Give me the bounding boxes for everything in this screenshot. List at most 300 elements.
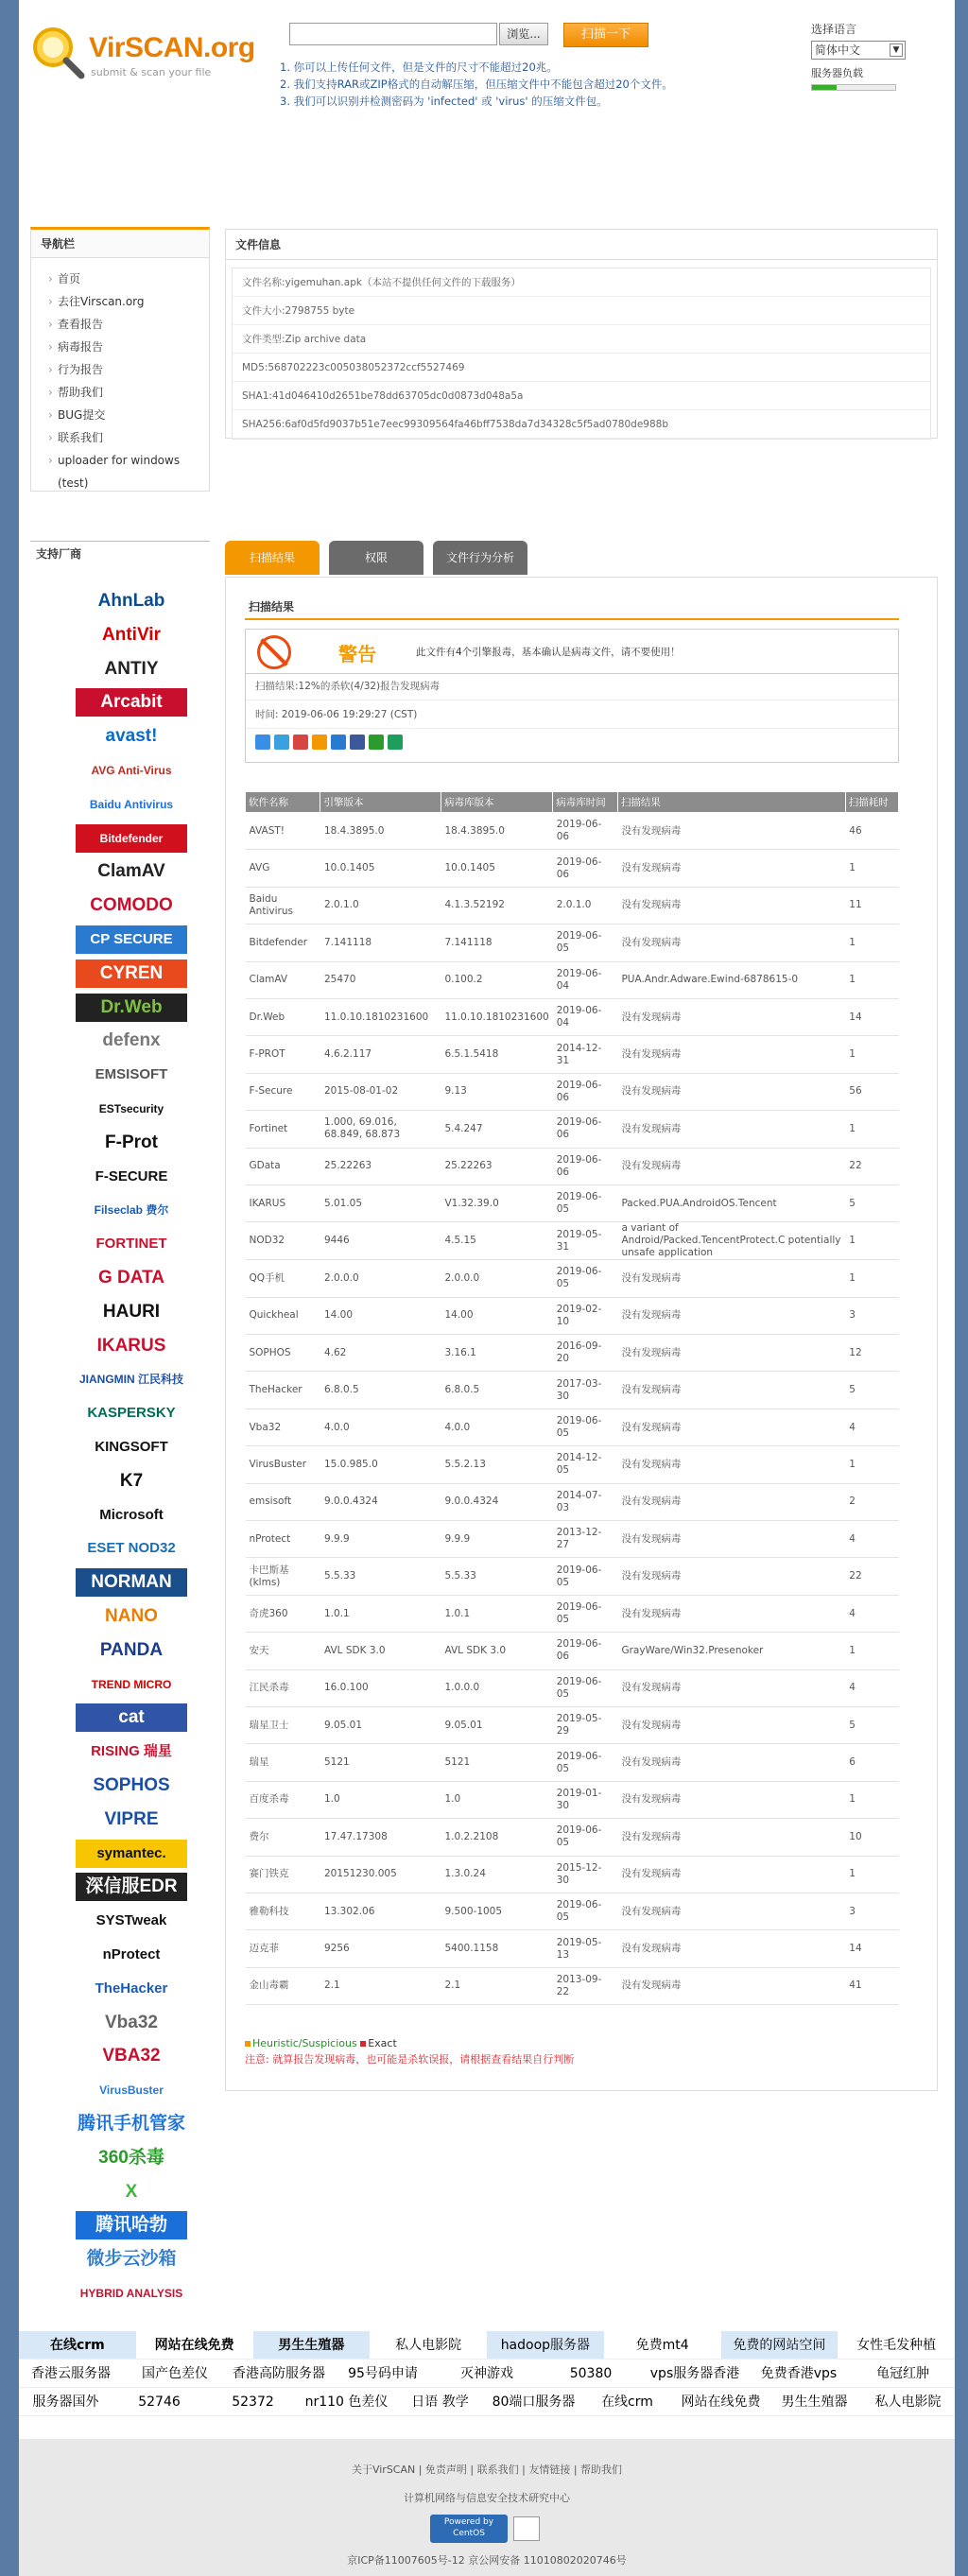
ad-link[interactable]: 服务器国外 — [32, 2394, 99, 2410]
ad-link[interactable]: hadoop服务器 — [487, 2331, 604, 2359]
legend-note: 注意: 就算报告发现病毒，也可能是杀软误报，请根据查看结果自行判断 — [245, 2053, 575, 2066]
vendor-logo[interactable]: symantec. — [76, 1840, 187, 1868]
table-row — [246, 1856, 899, 1893]
table-cell: 2019-06-04 — [553, 998, 618, 1035]
ad-link[interactable]: 网站在线免费 — [681, 2394, 761, 2410]
ad-link[interactable]: 灭神游戏 — [460, 2366, 513, 2381]
site-logo[interactable] — [30, 25, 257, 85]
vendor-logo[interactable]: Baidu Antivirus — [76, 790, 187, 819]
vendor-logo[interactable]: JIANGMIN 江民科技 — [76, 1365, 187, 1393]
table-row — [246, 1819, 899, 1856]
table-cell: Packed.PUA.AndroidOS.Tencent — [617, 1184, 845, 1221]
heuristic-marker-icon — [245, 2041, 251, 2047]
table-cell: 1 — [845, 1222, 898, 1260]
certification-icon[interactable] — [513, 2516, 540, 2541]
server-load-fill — [812, 85, 837, 90]
vendor-logo[interactable]: 腾讯哈勃 — [76, 2211, 187, 2239]
table-row — [246, 961, 899, 998]
exact-marker-icon — [360, 2041, 366, 2047]
table-cell: Bitdefender — [246, 925, 320, 961]
table-cell: emsisoft — [246, 1483, 320, 1520]
table-row — [246, 1409, 899, 1445]
table-cell: 1.0.2.2108 — [441, 1819, 552, 1856]
ad-link[interactable]: 私人电影院 — [874, 2394, 942, 2410]
vendor-logo[interactable]: Arcabit — [76, 688, 187, 717]
table-cell: 14.00 — [441, 1297, 552, 1334]
table-cell: 14.00 — [320, 1297, 441, 1334]
table-cell: 1 — [845, 850, 898, 887]
table-cell: 16.0.100 — [320, 1669, 441, 1706]
table-row — [246, 1036, 899, 1073]
file-info-panel — [225, 229, 938, 439]
vendor-logo[interactable]: KINGSOFT — [76, 1433, 187, 1461]
table-cell: ClamAV — [246, 961, 320, 998]
table-cell: 2014-12-05 — [553, 1446, 618, 1483]
table-cell: 5.5.2.13 — [441, 1446, 552, 1483]
ad-link[interactable]: 在线crm — [19, 2331, 136, 2359]
ad-link[interactable]: 女性毛发种植 — [856, 2338, 937, 2353]
table-cell: QQ手机 — [246, 1260, 320, 1297]
table-cell: 2019-06-05 — [553, 1260, 618, 1297]
table-cell: 1 — [845, 1111, 898, 1148]
vendor-logo[interactable]: AntiVir — [76, 621, 187, 649]
vendor-logo[interactable]: avast! — [76, 722, 187, 751]
table-cell: PUA.Andr.Adware.Ewind-6878615-0 — [617, 961, 845, 998]
nav-item[interactable]: › BUG提交 — [48, 404, 192, 426]
table-cell: 5121 — [441, 1744, 552, 1781]
table-cell: 没有发现病毒 — [617, 1595, 845, 1632]
ad-link[interactable]: 龟冠红肿 — [876, 2366, 929, 2381]
ad-link[interactable]: 男生生殖器 — [253, 2331, 371, 2359]
table-cell: 2019-06-05 — [553, 1558, 618, 1595]
table-cell: 没有发现病毒 — [617, 887, 845, 924]
file-info-row: 文件大小:2798755 byte — [233, 297, 930, 325]
table-cell: 4.5.15 — [441, 1222, 552, 1260]
column-header: 病毒库时间 — [553, 792, 618, 813]
table-cell: 2014-12-31 — [553, 1036, 618, 1073]
table-row — [246, 1111, 899, 1148]
file-info-row: 文件名称:yigemuhan.apk（本站不提供任何文件的下载服务） — [233, 268, 930, 297]
ad-link[interactable]: 香港云服务器 — [31, 2366, 111, 2381]
table-row — [246, 1706, 899, 1743]
table-cell: 4 — [845, 1595, 898, 1632]
table-cell: 没有发现病毒 — [617, 1669, 845, 1706]
table-cell: 41 — [845, 1967, 898, 2004]
table-cell: GData — [246, 1148, 320, 1184]
table-cell: 2019-06-06 — [553, 850, 618, 887]
table-cell: 9.0.0.4324 — [441, 1483, 552, 1520]
table-cell: 没有发现病毒 — [617, 1558, 845, 1595]
table-cell: 4 — [845, 1521, 898, 1558]
share-icon[interactable] — [331, 735, 346, 750]
table-cell: 4.62 — [320, 1335, 441, 1372]
warning-box — [245, 629, 899, 674]
table-row — [246, 1967, 899, 2004]
table-cell: 18.4.3895.0 — [441, 813, 552, 850]
table-cell: 没有发现病毒 — [617, 1148, 845, 1184]
column-header: 扫描耗时 — [845, 792, 898, 813]
table-cell: 5121 — [320, 1744, 441, 1781]
table-row — [246, 813, 899, 850]
table-row — [246, 1558, 899, 1595]
table-cell: 4 — [845, 1409, 898, 1445]
table-cell: 没有发现病毒 — [617, 1409, 845, 1445]
share-icon[interactable] — [369, 735, 384, 750]
table-cell: 没有发现病毒 — [617, 1819, 845, 1856]
share-icon[interactable] — [312, 735, 327, 750]
table-row — [246, 1372, 899, 1409]
vendor-title: 支持厂商 — [36, 547, 82, 561]
vendor-logo[interactable]: Filseclab 费尔 — [76, 1196, 187, 1224]
table-cell: 2019-06-05 — [553, 1595, 618, 1632]
table-cell: 没有发现病毒 — [617, 1073, 845, 1110]
table-cell: 5400.1158 — [441, 1930, 552, 1967]
table-cell: 费尔 — [246, 1819, 320, 1856]
vendor-logo[interactable]: ANTIY — [76, 655, 187, 683]
table-cell: 9.05.01 — [320, 1706, 441, 1743]
nav-item[interactable]: › 帮助我们 — [48, 381, 192, 404]
vendor-logo[interactable]: K7 — [76, 1467, 187, 1495]
upload-note: 1. 你可以上传任何文件，但是文件的尺寸不能超过20兆。 — [280, 61, 558, 74]
table-row — [246, 1446, 899, 1483]
table-cell: AVAST! — [246, 813, 320, 850]
vendor-logo[interactable]: COMODO — [76, 891, 187, 920]
table-cell: 2015-08-01-02 — [320, 1073, 441, 1110]
table-cell: 2013-09-22 — [553, 1967, 618, 2004]
nav-item[interactable]: › 查看报告 — [48, 313, 192, 336]
table-cell: 没有发现病毒 — [617, 1967, 845, 2004]
ad-link[interactable]: 国产色差仪 — [142, 2366, 208, 2381]
scan-summary-result: 扫描结果:12%的杀软(4/32)报告发现病毒 — [246, 672, 898, 700]
vendor-logo[interactable]: VBA32 — [76, 2042, 187, 2070]
vendor-logo[interactable]: AVG Anti-Virus — [76, 756, 187, 785]
table-cell: 14 — [845, 998, 898, 1035]
table-cell: 5 — [845, 1706, 898, 1743]
nav-list — [31, 258, 209, 504]
table-cell: 没有发现病毒 — [617, 1036, 845, 1073]
vendor-logo[interactable]: cat — [76, 1703, 187, 1732]
share-icon[interactable] — [388, 735, 403, 750]
vendor-logo[interactable]: Vba32 — [76, 2009, 187, 2037]
nav-item[interactable]: › uploader for windows (test) — [48, 449, 192, 494]
table-cell: 2019-01-30 — [553, 1781, 618, 1818]
table-cell: 2019-05-13 — [553, 1930, 618, 1967]
table-cell: F-Secure — [246, 1073, 320, 1110]
upload-note: 2. 我们支持RAR或ZIP格式的自动解压缩，但压缩文件中不能包含超过20个文件。 — [280, 78, 673, 91]
tab-1[interactable]: 权限 — [329, 541, 424, 575]
table-cell: 2019-06-05 — [553, 1819, 618, 1856]
column-header: 软件名称 — [246, 792, 320, 813]
ad-link[interactable]: 52746 — [138, 2394, 181, 2410]
vendor-logo[interactable]: CP SECURE — [76, 925, 187, 954]
table-cell: AVG — [246, 850, 320, 887]
vendor-logo[interactable]: CYREN — [76, 960, 187, 988]
table-cell: 4 — [845, 1669, 898, 1706]
vendor-logo[interactable]: 腾讯手机管家 — [76, 2110, 187, 2138]
table-cell: 2019-06-05 — [553, 1893, 618, 1929]
vendor-logo[interactable]: ClamAV — [76, 857, 187, 886]
table-cell: 2017-03-30 — [553, 1372, 618, 1409]
table-cell: 7.141118 — [441, 925, 552, 961]
table-cell: 3.16.1 — [441, 1335, 552, 1372]
table-cell: 2.1 — [441, 1967, 552, 2004]
table-cell: 没有发现病毒 — [617, 1372, 845, 1409]
table-cell: 25.22263 — [320, 1148, 441, 1184]
logo-tagline: submit & scan your file — [91, 66, 212, 78]
table-cell: 没有发现病毒 — [617, 1893, 845, 1929]
footer-links[interactable]: 关于VirSCAN | 免责声明 | 联系我们 | 友情链接 | 帮助我们 — [351, 2464, 623, 2476]
table-cell: 2.0.0.0 — [441, 1260, 552, 1297]
table-cell: 没有发现病毒 — [617, 1856, 845, 1893]
nav-item[interactable]: › 去往Virscan.org — [48, 290, 192, 313]
ad-link[interactable]: 在线crm — [601, 2394, 653, 2410]
vendor-logo[interactable]: FORTINET — [76, 1230, 187, 1258]
table-cell: 2.0.1.0 — [320, 887, 441, 924]
vendor-logo[interactable]: ESET NOD32 — [76, 1534, 187, 1563]
tab-2[interactable]: 文件行为分析 — [433, 541, 527, 575]
table-row — [246, 1521, 899, 1558]
vendor-logo[interactable]: Bitdefender — [76, 824, 187, 853]
table-cell: 15.0.985.0 — [320, 1446, 441, 1483]
vendor-logo[interactable]: nProtect — [76, 1941, 187, 1969]
table-cell: 2019-06-06 — [553, 1073, 618, 1110]
vendor-logo[interactable]: KASPERSKY — [76, 1399, 187, 1427]
scan-summary — [245, 672, 899, 763]
column-header: 扫描结果 — [617, 792, 845, 813]
table-cell: 6.8.0.5 — [441, 1372, 552, 1409]
table-cell: 江民杀毒 — [246, 1669, 320, 1706]
logo-name: VirSCAN.org — [89, 32, 255, 63]
ad-link[interactable]: 80端口服务器 — [492, 2394, 576, 2410]
warning-title: 警告 — [338, 643, 376, 666]
table-row — [246, 1148, 899, 1184]
ad-link[interactable]: 52372 — [232, 2394, 274, 2410]
nav-item[interactable]: › 联系我们 — [48, 426, 192, 449]
table-cell: 1 — [845, 925, 898, 961]
table-cell: 20151230.005 — [320, 1856, 441, 1893]
share-bar — [246, 729, 898, 755]
ad-link[interactable]: 网站在线免费 — [154, 2338, 234, 2353]
vendor-logo[interactable]: HYBRID ANALYSIS — [76, 2279, 187, 2308]
table-cell: TheHacker — [246, 1372, 320, 1409]
vendor-logo[interactable]: 深信服EDR — [76, 1873, 187, 1901]
vendor-logo[interactable]: Microsoft — [76, 1501, 187, 1530]
table-cell: 5.5.33 — [441, 1558, 552, 1595]
table-cell: Quickheal — [246, 1297, 320, 1334]
ad-link[interactable]: 日语 教学 — [411, 2394, 469, 2410]
file-info-row: SHA256:6af0d5fd9037b51e7eec99309564fa46bff7538da7d34328c5f5ad0780de988b — [233, 410, 930, 439]
scan-summary-time: 时间: 2019-06-06 19:29:27 (CST) — [246, 700, 898, 729]
result-legend — [245, 2037, 574, 2066]
legend-heuristic: Heuristic/Suspicious — [252, 2037, 357, 2049]
vendor-logo[interactable]: EMSISOFT — [76, 1061, 187, 1089]
share-icon[interactable] — [350, 735, 365, 750]
table-cell: 没有发现病毒 — [617, 1706, 845, 1743]
share-icon[interactable] — [255, 735, 270, 750]
table-row — [246, 925, 899, 961]
icp-text[interactable]: 京ICP备11007605号-12 京公网安备 110108020207​46号 — [347, 2554, 627, 2567]
table-cell: 2019-06-04 — [553, 961, 618, 998]
table-cell: 2 — [845, 1483, 898, 1520]
table-row — [246, 1184, 899, 1221]
vendor-logo[interactable]: ESTsecurity — [76, 1095, 187, 1123]
ad-link[interactable]: nr110 色差仪 — [304, 2394, 389, 2410]
table-cell: 2019-06-05 — [553, 925, 618, 961]
chevron-down-icon: ▼ — [890, 43, 903, 57]
vendor-logo[interactable]: defenx — [76, 1027, 187, 1055]
table-cell: 4.1.3.52192 — [441, 887, 552, 924]
table-cell: 1 — [845, 1260, 898, 1297]
magnifier-logo-icon — [30, 25, 85, 79]
footer-center: 计算机网络与信息安全技术研究中心 — [404, 2492, 570, 2504]
browse-button[interactable]: 浏览... — [499, 23, 548, 45]
table-cell: 赛门铁克 — [246, 1856, 320, 1893]
table-cell: 没有发现病毒 — [617, 850, 845, 887]
centos-badge[interactable]: Powered by CentOS — [430, 2515, 508, 2543]
vendor-logo[interactable]: 微步云沙箱 — [76, 2245, 187, 2273]
file-info-row: 文件类型:Zip archive data — [233, 325, 930, 354]
table-row — [246, 887, 899, 924]
table-cell: 2.0.0.0 — [320, 1260, 441, 1297]
table-cell: 2019-06-05 — [553, 1409, 618, 1445]
ad-link[interactable]: 免费mt4 — [635, 2338, 689, 2353]
vendor-logo[interactable]: 360杀毒 — [76, 2144, 187, 2172]
ad-link[interactable]: 男生生殖器 — [781, 2394, 848, 2410]
table-cell: 2019-06-05 — [553, 1184, 618, 1221]
table-cell: 6.8.0.5 — [320, 1372, 441, 1409]
table-row — [246, 1893, 899, 1929]
ad-link[interactable]: 免费的网站空间 — [721, 2331, 838, 2359]
vendor-logo[interactable]: TheHacker — [76, 1975, 187, 2003]
file-path-input[interactable] — [289, 23, 497, 45]
warning-text: 此文件有4个引擎报毒，基本确认是病毒文件，请不要使用！ — [416, 647, 681, 658]
prohibited-icon — [257, 635, 291, 669]
share-icon[interactable] — [293, 735, 308, 750]
table-row — [246, 1669, 899, 1706]
table-cell: 2019-05-31 — [553, 1222, 618, 1260]
table-row — [246, 998, 899, 1035]
vendor-logo[interactable]: G DATA — [76, 1264, 187, 1292]
vendor-logo[interactable]: HAURI — [76, 1298, 187, 1326]
share-icon[interactable] — [274, 735, 289, 750]
table-row — [246, 1297, 899, 1334]
table-row — [246, 1595, 899, 1632]
table-cell: 9256 — [320, 1930, 441, 1967]
ad-link[interactable]: 私人电影院 — [395, 2338, 462, 2353]
table-cell: AVL SDK 3.0 — [320, 1633, 441, 1669]
table-cell: 9.9.9 — [320, 1521, 441, 1558]
ad-link[interactable]: 免费香港vps — [760, 2366, 838, 2381]
table-cell: 18.4.3895.0 — [320, 813, 441, 850]
table-row — [246, 1781, 899, 1818]
ad-link[interactable]: 50380 — [569, 2366, 613, 2381]
table-cell: 1.000, 69.016, 68.849, 68.873 — [320, 1111, 441, 1148]
vendor-logo[interactable]: VirusBuster — [76, 2076, 187, 2104]
scan-result-panel — [225, 577, 938, 2091]
table-cell: 5 — [845, 1184, 898, 1221]
table-cell: 2019-05-29 — [553, 1706, 618, 1743]
vendor-logo[interactable]: F-SECURE — [76, 1163, 187, 1191]
table-cell: 5.01.05 — [320, 1184, 441, 1221]
table-cell: 12 — [845, 1335, 898, 1372]
footer-badges — [430, 2515, 544, 2543]
table-cell: 1 — [845, 1036, 898, 1073]
language-panel — [811, 21, 906, 91]
server-load-label: 服务器负载 — [811, 67, 863, 79]
vendor-logo[interactable]: AhnLab — [76, 587, 187, 615]
vendor-logo[interactable]: RISING 瑞星 — [76, 1738, 187, 1766]
table-row — [246, 1483, 899, 1520]
table-cell: 2019-06-06 — [553, 813, 618, 850]
language-value: 简体中文 — [815, 43, 861, 57]
ad-link[interactable]: 香港高防服务器 — [233, 2366, 325, 2381]
table-cell: 11.0.10.1810231600 — [320, 998, 441, 1035]
vendor-logo[interactable]: SOPHOS — [76, 1772, 187, 1800]
nav-item[interactable]: › 首页 — [48, 268, 192, 290]
table-cell: 13.302.06 — [320, 1893, 441, 1929]
table-cell: IKARUS — [246, 1184, 320, 1221]
table-cell: 没有发现病毒 — [617, 1297, 845, 1334]
tab-0[interactable]: 扫描结果 — [225, 541, 320, 575]
vendor-logo[interactable]: SYSTweak — [76, 1907, 187, 1935]
table-cell: 10.0.1405 — [441, 850, 552, 887]
table-cell: 11 — [845, 887, 898, 924]
table-cell: 9446 — [320, 1222, 441, 1260]
legend-exact: Exact — [368, 2037, 397, 2049]
table-cell: 2019-02-10 — [553, 1297, 618, 1334]
table-cell: 7.141118 — [320, 925, 441, 961]
table-cell: 6 — [845, 1744, 898, 1781]
vendor-logo[interactable]: NORMAN — [76, 1568, 187, 1597]
vendor-logo[interactable]: X — [76, 2178, 187, 2206]
table-cell: 9.13 — [441, 1073, 552, 1110]
table-cell: 没有发现病毒 — [617, 925, 845, 961]
table-cell: 2019-06-06 — [553, 1633, 618, 1669]
vendor-logo[interactable]: VIPRE — [76, 1806, 187, 1834]
table-cell: 25.22263 — [441, 1148, 552, 1184]
table-row — [246, 1260, 899, 1297]
vendor-logo[interactable]: Dr.Web — [76, 994, 187, 1022]
nav-item[interactable]: › 病毒报告 — [48, 336, 192, 358]
page — [19, 0, 955, 2576]
nav-item[interactable]: › 行为报告 — [48, 358, 192, 381]
table-cell: 奇虎360 — [246, 1595, 320, 1632]
table-row — [246, 1222, 899, 1260]
table-cell: 1 — [845, 1633, 898, 1669]
table-cell: F-PROT — [246, 1036, 320, 1073]
table-cell: 4.0.0 — [441, 1409, 552, 1445]
table-cell: 2019-06-06 — [553, 1148, 618, 1184]
table-cell: SOPHOS — [246, 1335, 320, 1372]
vendor-logo[interactable]: NANO — [76, 1602, 187, 1631]
ad-link[interactable]: 95号码申请 — [348, 2366, 418, 2381]
vendor-logo[interactable]: F-Prot — [76, 1129, 187, 1157]
vendor-logo[interactable]: PANDA — [76, 1636, 187, 1665]
ad-row — [19, 2360, 955, 2388]
ad-link[interactable]: vps服务器香港 — [649, 2366, 740, 2381]
table-cell: 2016-09-20 — [553, 1335, 618, 1372]
scan-button[interactable]: 扫描一下 — [563, 23, 648, 47]
vendor-logo[interactable]: TREND MICRO — [76, 1670, 187, 1699]
vendor-logo[interactable]: IKARUS — [76, 1332, 187, 1360]
column-header: 病毒库版本 — [441, 792, 552, 813]
nav-title: 导航栏 — [31, 230, 209, 258]
table-cell: 3 — [845, 1297, 898, 1334]
table-cell: 1 — [845, 961, 898, 998]
table-cell: 2019-06-05 — [553, 1669, 618, 1706]
table-cell: Dr.Web — [246, 998, 320, 1035]
language-select[interactable] — [811, 41, 906, 60]
